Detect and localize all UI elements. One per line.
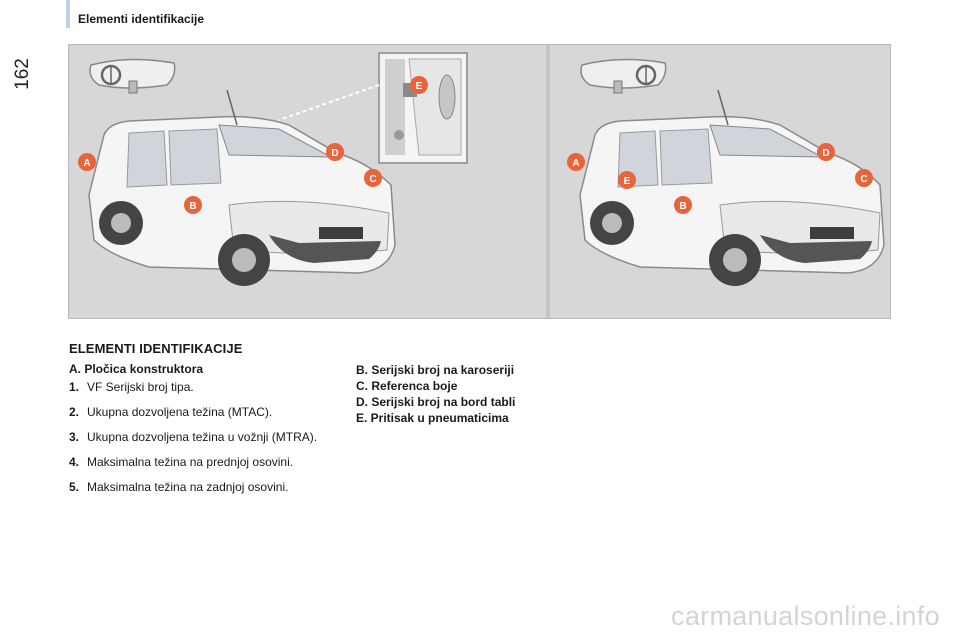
list-text: Ukupna dozvoljena težina (MTAC). xyxy=(87,405,273,419)
svg-text:E: E xyxy=(415,81,423,92)
marker-d xyxy=(326,143,344,161)
svg-text:A: A xyxy=(572,158,580,169)
list-number: 1. xyxy=(69,380,80,394)
list-item xyxy=(69,379,349,395)
list-text: Maksimalna težina na zadnjoj osovini. xyxy=(87,480,289,494)
dashboard-icon xyxy=(581,59,666,93)
list-number: 4. xyxy=(69,455,80,469)
page-number: 162 xyxy=(12,58,33,90)
list-item xyxy=(69,479,349,495)
marker-a xyxy=(78,153,96,171)
marker-a xyxy=(567,153,585,171)
watermark: carmanualsonline.info xyxy=(671,601,940,631)
van-illustration xyxy=(89,90,395,286)
svg-text:D: D xyxy=(822,148,830,159)
svg-text:E: E xyxy=(623,176,631,187)
side-rule xyxy=(66,0,70,28)
list-text: Ukupna dozvoljena težina u vožnji (MTRA). xyxy=(87,430,318,444)
svg-text:C: C xyxy=(860,174,868,185)
figure-frame xyxy=(68,44,891,319)
legend-item: D. Serijski broj na bord tabli xyxy=(356,395,516,409)
list-number: 2. xyxy=(69,405,80,419)
door-inset xyxy=(379,53,467,163)
svg-text:A: A xyxy=(83,158,91,169)
list-item xyxy=(69,454,349,470)
list-number: 3. xyxy=(69,430,80,444)
legend-section xyxy=(356,362,616,426)
marker-e xyxy=(618,171,636,189)
legend-item: C. Referenca boje xyxy=(356,379,458,393)
svg-text:B: B xyxy=(189,201,197,212)
svg-text:D: D xyxy=(331,148,339,159)
list-item xyxy=(69,404,349,420)
marker-e xyxy=(410,76,428,94)
svg-text:B: B xyxy=(679,201,687,212)
list-item xyxy=(69,429,349,445)
section-title: Elementi identifikacije xyxy=(78,12,205,26)
marker-d xyxy=(817,143,835,161)
marker-b xyxy=(184,196,202,214)
plate-heading: A. Pločica konstruktora xyxy=(69,362,204,376)
inset-leader-line xyxy=(279,85,379,120)
svg-text:C: C xyxy=(369,174,377,185)
marker-c xyxy=(364,169,382,187)
dashboard-icon xyxy=(90,59,175,93)
list-text: VF Serijski broj tipa. xyxy=(87,380,194,394)
plate-section xyxy=(69,362,349,504)
list-number: 5. xyxy=(69,480,80,494)
list-text: Maksimalna težina na prednjoj osovini. xyxy=(87,455,294,469)
legend-item: B. Serijski broj na karoseriji xyxy=(356,363,515,377)
legend-item: E. Pritisak u pneumaticima xyxy=(356,411,509,425)
content-heading: ELEMENTI IDENTIFIKACIJE xyxy=(69,341,243,356)
figure-panel-right xyxy=(550,45,890,318)
marker-b xyxy=(674,196,692,214)
figure-panel-left xyxy=(69,45,546,318)
marker-c xyxy=(855,169,873,187)
